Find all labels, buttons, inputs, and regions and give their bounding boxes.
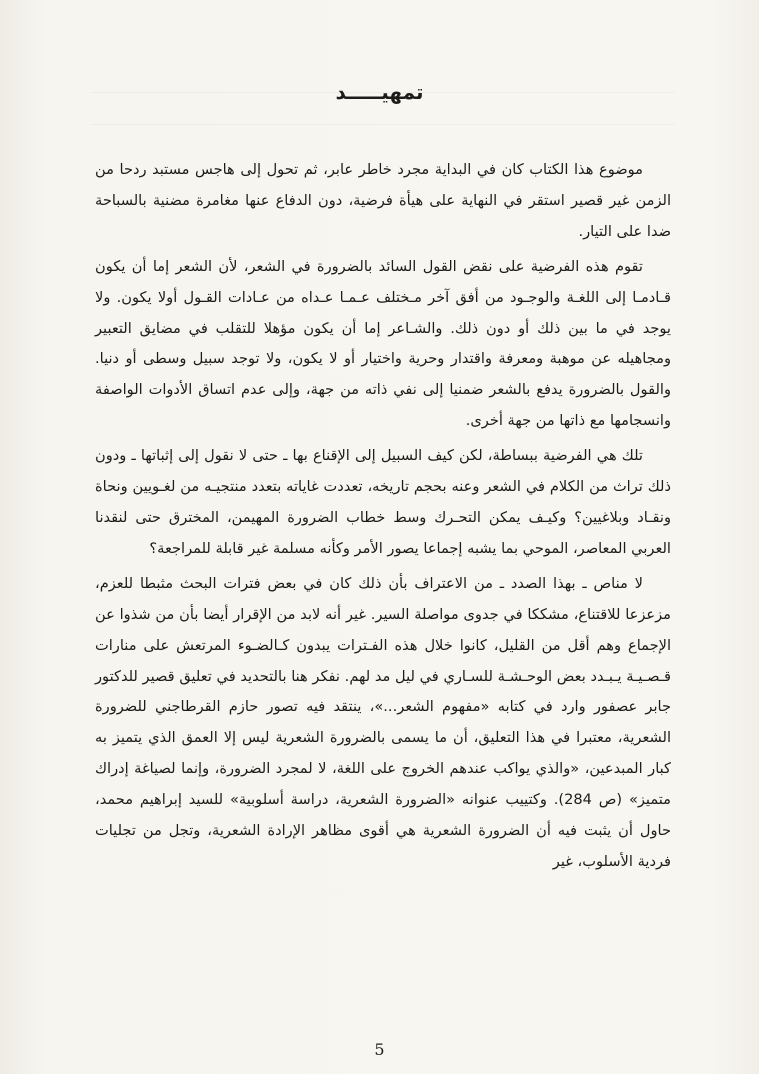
paragraph: تلك هي الفرضية ببساطة، لكن كيف السبيل إلى الإقناع بها ـ حتى لا نقول إلى إثباتها ـ ودون ذلك تراث من الكلام في الشعر وعنه بحجم تاريخه، تعددت غاياته بتعدد منتجيـه من لغـويين ونحاة ونقـاد وبلاغيين؟ وكيـف يمكن التحـرك وسط خطاب الضرورة المهيمن، المخترق حتى لنقدنا العربي المعاصر، الموحي بما يشبه إجماعا يصور الأمر وكأنه مسلمة غير قابلة للمراجعة؟ [95,447,671,557]
paragraph: تقوم هذه الفرضية على نقض القول السائد بالضرورة في الشعر، لأن الشعر إما أن يكون قـادمـا إلى اللغـة والوجـود من أفق آخر مـختلف عـمـا عـداه من عـادات القـول أولا يكون. ولا يوجد في ما بين ذلك أو دون ذلك. والشـاعر إما أن يكون مؤهلا للتقلب في مضايق التعبير ومجاهيله عن موهبة ومعرفة واقتدار وحرية واختيار أو لا يكون، ولا توجد سبيل وسطى أو دنيا. والقول بالضرورة يدفع بالشعر ضمنيا إلى نفي ذاته من جهة، وإلى عدم اتساق الأدوات الواصفة وانسجامها مع ذاتها من جهة أخرى. [95,257,671,430]
body-text [95,155,671,878]
paragraph: موضوع هذا الكتاب كان في البداية مجرد خاطر عابر، ثم تحول إلى هاجس مستبد ردحا من الزمن غير قصير استقر في النهاية على هيأة فرضية، دون الدفاع عنها مغامرة مضنية بالسباحة ضدا على التيار. [95,161,671,240]
paragraph: لا مناص ـ بهذا الصدد ـ من الاعتراف بأن ذلك كان في بعض فترات البحث مثبطا للعزم، مزعزعا للاقتناع، مشككا في جدوى مواصلة السير. غير أنه لابد من الإقرار أيضا بأن من شذوا عن الإجماع وهم أقل من القليل، كانوا خلال هذه الفـترات يبدون كـالضـوء المرتعش على منارات قـصـيـة يـبـدد بعض الوحـشـة للسـاري في ليل مد لهم. نفكر هنا بالتحديد في تعليق قصير للدكتور جابر عصفور وارد في كتابه «مفهوم الشعر...»، ينتقد فيه تصور حازم القرطاجني للضرورة الشعرية، معتبرا في هذا التعليق، أن ما يسمى بالضرورة الشعرية ليس إلا العمق الذي يتميز به كبار المبدعين، «والذي يواكب عندهم الخروج على اللغة، لا لمجرد الضرورة، وإنما لصياغة إدراك متميز» (ص 284). وكتييب عنوانه «الضرورة الشعرية، دراسة أسلوبية» للسيد إبراهيم محمد، حاول أن يثبت فيه أن الضرورة الشعرية هي أقوى مظاهر الإرادة الشعرية، وتجل من تجليات فردية الأسلوب، غير [95,574,671,870]
page-heading: تمهيـــــد [335,80,424,104]
bleed-through-line [90,124,674,125]
page-number: 5 [374,1040,385,1059]
heading-container [0,80,759,104]
